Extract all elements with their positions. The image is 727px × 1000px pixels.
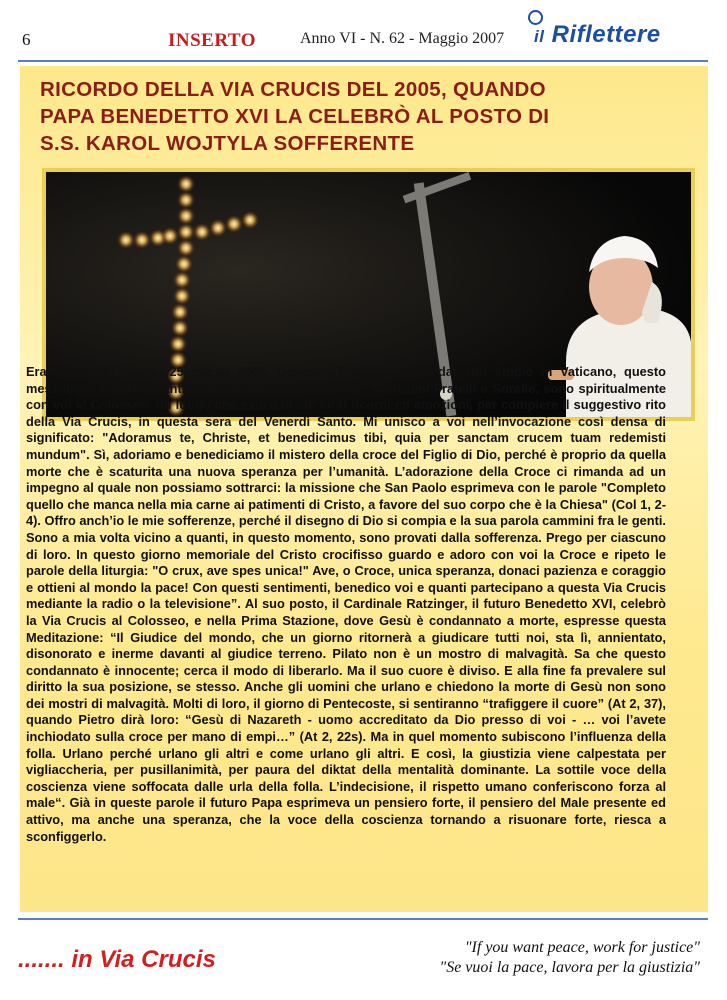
title-line: S.S. KAROL WOJTYLA SOFFERENTE <box>40 132 415 155</box>
article-body: Era il venerdì Santo, 25 marzo 2005, Giovanni Paolo II inviò, dal suo studio in Vaticano, questo messaggio ai partecipanti alla Via Crucis al Colosseo: “Carissimi Fratelli e Sorelle, sono spiritualmente con voi al Colosseo, un luogo che evoca in me tanti ricordi ed emozioni, per compiere il suggestivo rito della Via Crucis, in questa sera del Venerdì Santo. Mi unisco a voi nell’invocazione così densa di significato: "Adoramus te, Christe, et benedicimus tibi, quia per sanctam crucem tuam redemisti mundum". Sì, adoriamo e benediciamo il mistero della croce del Figlio di Dio, perché è proprio da quella morte che è scaturita una nuova speranza per l’umanità. L’adorazione della Croce ci rimanda ad un impegno al quale non possiamo sottrarci: la missione che San Paolo esprimeva con le parole "Completo quello che manca nella mia carne ai patimenti di Cristo, a favore del suo corpo che è la Chiesa" (Col 1, 2-4). Offro anch’io le mie sofferenze, perché il disegno di Dio si compia e la sua parola cammini fra le genti. Sono a mia volta vicino a quanti, in questo momento, sono provati dalla sofferenza. Prego per ciascuno di loro. In questo giorno memoriale del Cristo crocifisso guardo e adoro con voi la Croce e ripeto le parole della liturgia: "O crux, ave spes unica!" Ave, o Croce, unica speranza, donaci pazienza e coraggio e ottieni al mondo la pace! Con questi sentimenti, benedico voi e quanti partecipano a questa Via Crucis mediante la radio o la televisione”. Al suo posto, il Cardinale Ratzinger, il futuro Benedetto XVI, celebrò la Via Crucis al Colosseo, e nella Prima Stazione, dove Gesù è condannato a morte, espresse questa Meditazione: “Il Giudice del mondo, che un giorno ritornerà a giudicare tutti noi, sta lì, annientato, disonorato e inerme davanti al giudice terreno. Pilato non è un mostro di malvagità. Sa che questo condannato è innocente; cerca il modo di liberarlo. Ma il suo cuore è diviso. E alla fine fa prevalere sul diritto la sua posizione, se stesso. Anche gli uomini che urlano e chiedono la morte di Gesù non sono dei mostri di malvagità. Molti di loro, il giorno di Pentecoste, si sentiranno “trafiggere il cuore” (At 2, 37), quando Pietro dirà loro: “Gesù di Nazareth - uomo accreditato da Dio presso di voi - … voi l’avete inchiodato sulla croce per mano di empi…” (At 2, 22s). Ma in quel momento subiscono l’influenza della folla. Urlano perché urlano gli altri e come urlano gli altri. E così, la giustizia viene calpestata per vigliaccheria, per pusillanimità, per paura del diktat della mentalità dominante. La sottile voce della coscienza viene soffocata dalle urla della folla. L’indecisione, il rispetto umano conferiscono forza al male“. Già in queste parole il futuro Papa esprimeva un pensiero forte, il pensiero del Male presente ed attivo, ma anche una speranza, che la voce della coscienza tornando a risuonare forte, riesca a sconfiggerlo. <box>26 364 666 844</box>
issue-info: Anno VI - N. 62 - Maggio 2007 <box>300 30 505 47</box>
magazine-logo <box>528 10 708 50</box>
quote-italian: "Se vuoi la pace, lavora per la giustizia" <box>439 959 700 976</box>
footer-quote <box>400 938 700 978</box>
page-header <box>0 0 727 62</box>
article-title <box>40 76 700 157</box>
title-line: RICORDO DELLA VIA CRUCIS DEL 2005, QUANDO <box>40 78 546 101</box>
footer-divider <box>18 918 708 920</box>
footer-tagline: ....... in Via Crucis <box>18 946 216 973</box>
logo-text: il Riflettere <box>534 21 661 48</box>
page-number: 6 <box>22 30 31 49</box>
quote-english: "If you want peace, work for justice" <box>464 939 700 956</box>
header-divider <box>18 60 708 62</box>
title-line: PAPA BENEDETTO XVI LA CELEBRÒ AL POSTO DI <box>40 105 550 128</box>
section-label: INSERTO <box>168 30 257 51</box>
